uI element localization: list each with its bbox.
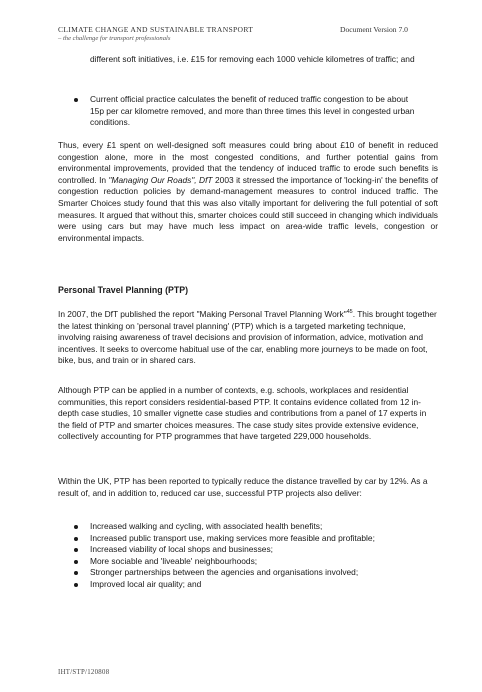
bullet-list-top <box>90 94 420 129</box>
report-title-italic: "Managing Our Roads", DfT <box>108 174 213 185</box>
footnote-ref: 45 <box>346 309 353 316</box>
list-item-text: Increased public transport use, making services more feasible and profitable; <box>90 532 375 543</box>
list-item <box>90 567 415 579</box>
bullet-icon <box>74 98 78 102</box>
paragraph-thus <box>58 140 438 244</box>
paragraph-within <box>58 476 438 499</box>
paragraph-text: Although PTP can be applied in a number of contexts, e.g. schools, workplaces and residential communities, this report considers residential-based PTP. It contains evidence collated from 12 in-depth case studies, 10 smaller vignette case studies and contributions from a panel of 17 experts in the field of PTP and smarter choices measures. The case study sites provide extensive evidence, collectively accounting for PTP programmes that have targeted 229,000 households. <box>58 385 427 442</box>
bullet-icon <box>74 525 78 529</box>
list-item <box>90 94 420 129</box>
continued-bullet-text: different soft initiatives, i.e. £15 for removing each 1000 vehicle kilometres of traffic; and <box>90 54 415 64</box>
paragraph-text: 2003 it stressed the importance of 'locking-in' the benefits of congestion reduction policies by demand-management measures to control induced traffic. The Smarter Choices study found that this was also vitally important for delivering the full potential of soft measures. It argued that without this, smarter choices could still succeed in changing which individuals were using cars but may have much less impact on area-wide traffic levels, congestion or environmental impacts. <box>58 174 439 243</box>
bullet-icon <box>74 571 78 575</box>
bullet-icon <box>74 537 78 541</box>
header-title: CLIMATE CHANGE AND SUSTAINABLE TRANSPORT <box>58 25 254 34</box>
paragraph-text: In 2007, the DfT published the report "Making Personal Travel Planning Work" <box>58 309 347 319</box>
list-item-text: Increased viability of local shops and businesses; <box>90 544 273 555</box>
document-version: Document Version 7.0 <box>340 25 408 34</box>
list-item <box>90 544 415 556</box>
list-item <box>90 521 415 533</box>
paragraph-text: . This brought together the latest thinking on 'personal travel planning' (PTP) which is a targeted marketing technique, involving raising awareness of travel decisions and provision of information, advice, motivation and incentives. It seeks to overcome habitual use of the car, enabling more journeys to be made on foot, bike, bus, and train or in shared cars. <box>58 309 437 366</box>
list-item-text: More sociable and 'liveable' neighbourhoods; <box>90 555 258 566</box>
list-item-text: Current official practice calculates the benefit of reduced traffic congestion to be about 15p per car kilometre removed, and more than three times this level in congested urban conditions. <box>90 94 415 128</box>
bullet-icon <box>74 548 78 552</box>
list-item-text: Increased walking and cycling, with associated health benefits; <box>90 521 323 531</box>
list-item-text: Stronger partnerships between the agencies and organisations involved; <box>90 567 359 578</box>
paragraph-text: Thus, every £1 spent on well-designed soft measures could bring about £10 of benefit in reduced congestion alone, more in the most congested conditions, and further potential gains from environmental improvements, provided that the tendency of induced traffic to erode such benefits is controlled. In <box>58 140 438 185</box>
paragraph-2007 <box>58 309 438 367</box>
list-item <box>90 533 415 545</box>
list-item <box>90 579 415 591</box>
paragraph-although <box>58 385 438 443</box>
document-reference-footer: IHT/STP/120808 <box>58 669 110 676</box>
section-heading: Personal Travel Planning (PTP) <box>58 285 189 295</box>
list-item-text: Improved local air quality; and <box>90 578 202 589</box>
running-header <box>58 25 253 42</box>
paragraph-text: Within the UK, PTP has been reported to typically reduce the distance travelled by car by 12%. As a result of, and in addition to, reduced car use, successful PTP projects also deliver: <box>58 476 428 498</box>
bullet-list-benefits <box>90 521 415 591</box>
bullet-icon <box>74 560 78 564</box>
bullet-icon <box>74 583 78 587</box>
header-subtitle: – the challenge for transport professionals <box>58 35 171 42</box>
list-item <box>90 556 415 568</box>
